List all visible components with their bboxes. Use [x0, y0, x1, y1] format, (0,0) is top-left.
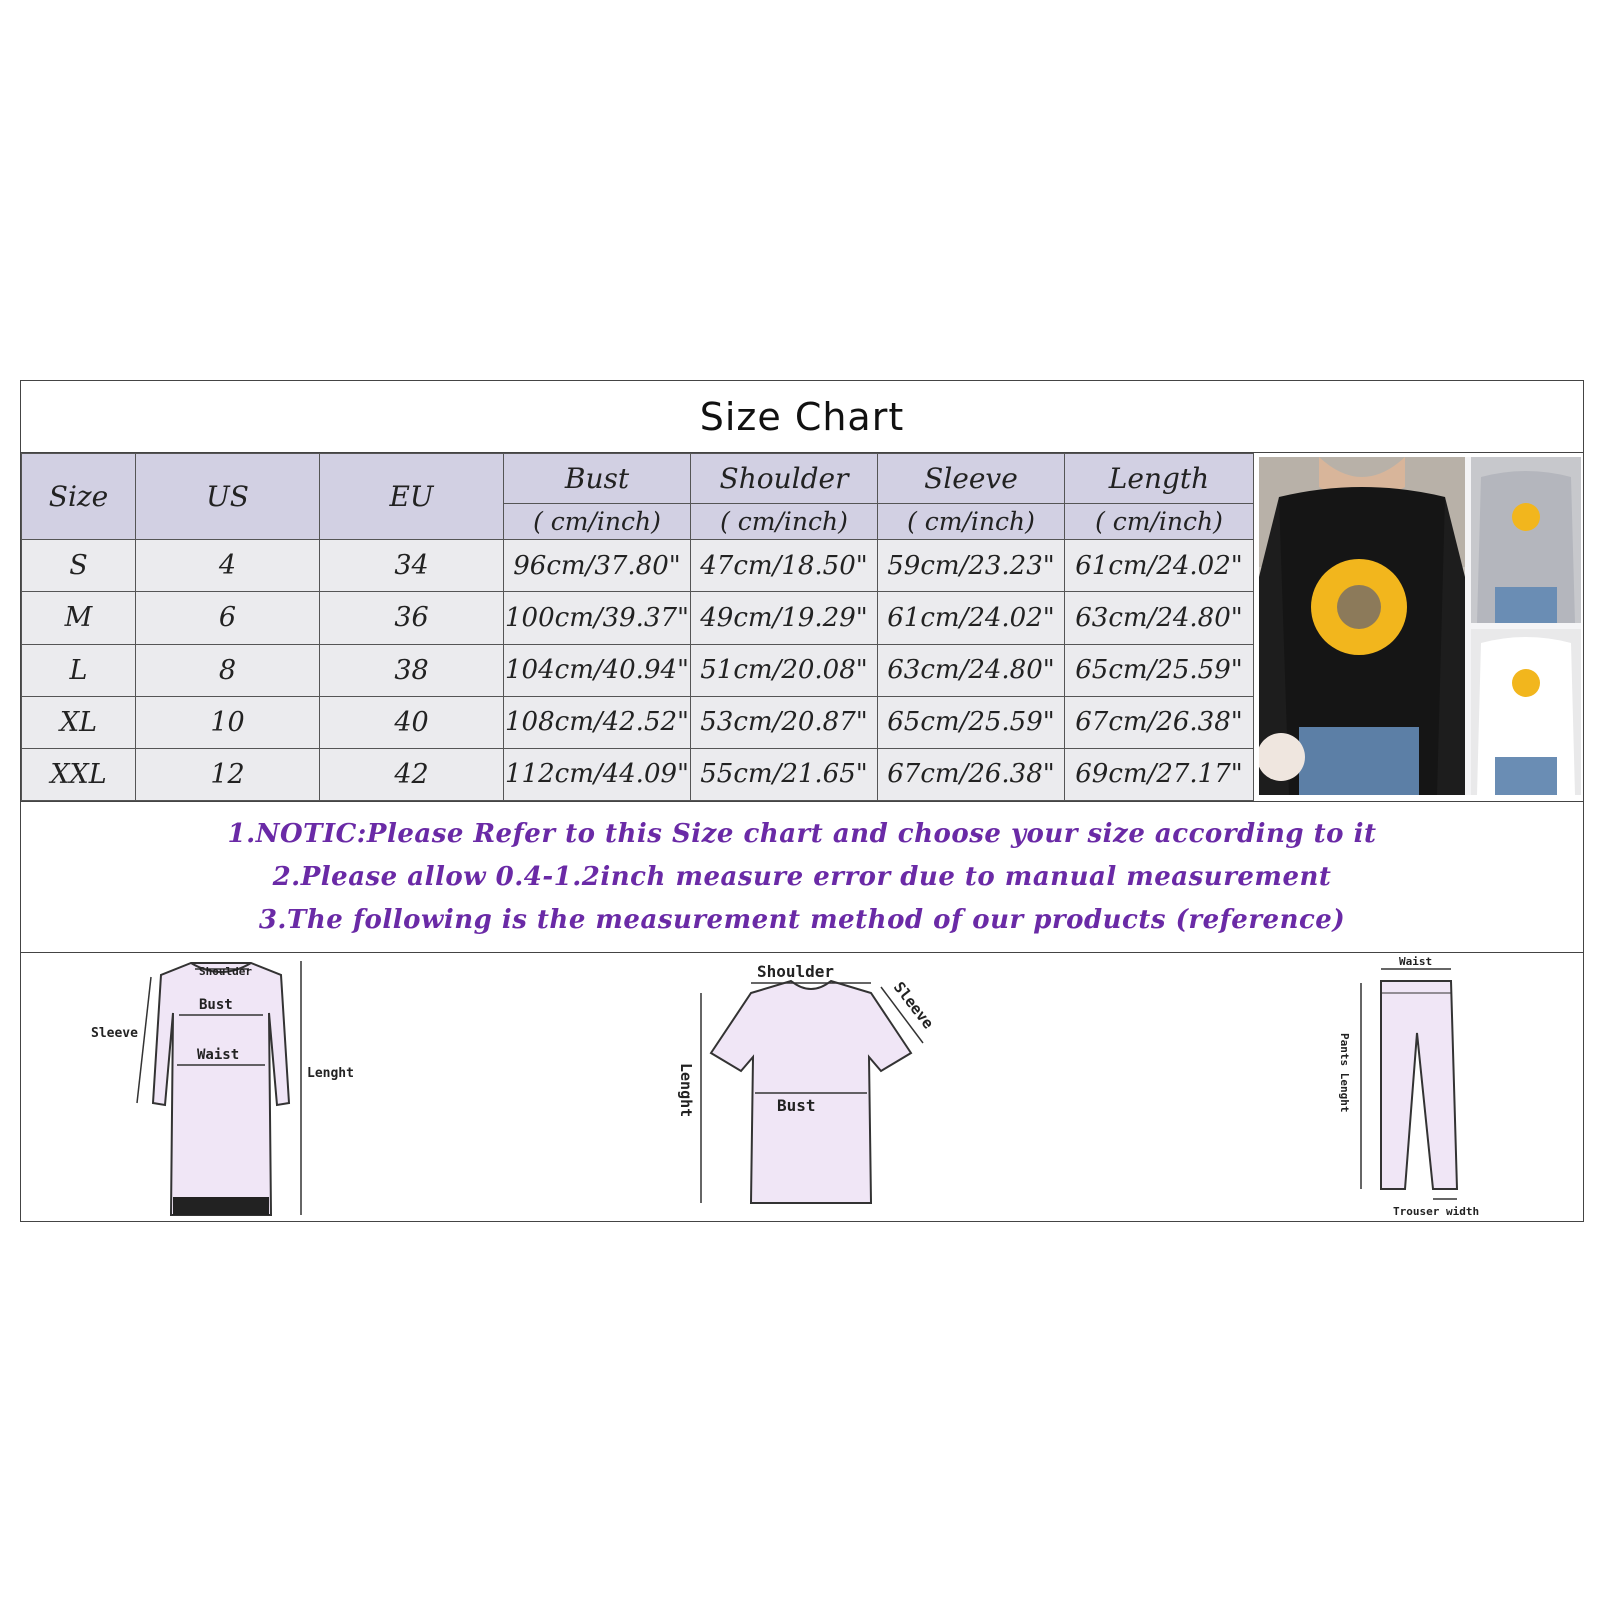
unit-bust: ( cm/inch) — [504, 504, 691, 540]
note-1: 1.NOTIC:Please Refer to this Size chart and choose your size according to it — [227, 818, 1377, 849]
tshirt-length-label: Lenght — [677, 1063, 695, 1118]
table-row — [22, 748, 1254, 800]
cell-shoulder: 49cm/19.29" — [691, 592, 878, 644]
cell-length: 67cm/26.38" — [1065, 696, 1254, 748]
cell-length: 65cm/25.59" — [1065, 644, 1254, 696]
cell-size: XXL — [22, 748, 136, 800]
table-row — [22, 644, 1254, 696]
cell-size: XL — [22, 696, 136, 748]
header-size: Size — [22, 454, 136, 540]
cell-us: 8 — [136, 644, 320, 696]
cell-eu: 40 — [320, 696, 504, 748]
tshirt-shoulder-label: Shoulder — [757, 962, 835, 981]
header-length: Length — [1065, 454, 1254, 504]
cell-length: 69cm/27.17" — [1065, 748, 1254, 800]
size-chart-sheet — [20, 380, 1584, 1222]
cell-bust: 108cm/42.52" — [504, 696, 691, 748]
cell-eu: 42 — [320, 748, 504, 800]
pants-length-label: Pants Lenght — [1338, 1033, 1351, 1113]
product-photo — [1259, 457, 1581, 795]
pants-width-label: Trouser width — [1393, 1205, 1480, 1218]
dress-waist-label: Waist — [197, 1047, 240, 1063]
cell-sleeve: 61cm/24.02" — [878, 592, 1065, 644]
cell-eu: 34 — [320, 540, 504, 592]
sunflower-graphic — [1311, 559, 1407, 655]
unit-sleeve: ( cm/inch) — [878, 504, 1065, 540]
cell-bust: 104cm/40.94" — [504, 644, 691, 696]
page-title: Size Chart — [21, 381, 1583, 453]
header-sleeve: Sleeve — [878, 454, 1065, 504]
measurement-diagrams — [21, 953, 1583, 1221]
cell-bust: 96cm/37.80" — [504, 540, 691, 592]
cell-bust: 112cm/44.09" — [504, 748, 691, 800]
header-bust: Bust — [504, 454, 691, 504]
tshirt-bust-label: Bust — [777, 1096, 816, 1115]
cell-bust: 100cm/39.37" — [504, 592, 691, 644]
cell-size: L — [22, 644, 136, 696]
size-rows — [22, 540, 1254, 801]
cell-length: 61cm/24.02" — [1065, 540, 1254, 592]
size-table — [21, 453, 1254, 801]
cell-shoulder: 51cm/20.08" — [691, 644, 878, 696]
table-row — [22, 592, 1254, 644]
header-eu: EU — [320, 454, 504, 540]
header-us: US — [136, 454, 320, 540]
dress-sleeve-label: Sleeve — [91, 1026, 138, 1041]
table-row — [22, 540, 1254, 592]
dress-bust-label: Bust — [199, 997, 233, 1013]
pants-diagram — [1321, 953, 1541, 1221]
cell-shoulder: 53cm/20.87" — [691, 696, 878, 748]
cell-size: M — [22, 592, 136, 644]
cell-sleeve: 67cm/26.38" — [878, 748, 1065, 800]
note-3: 3.The following is the measurement method of our products (reference) — [258, 904, 1346, 935]
cell-sleeve: 65cm/25.59" — [878, 696, 1065, 748]
cell-length: 63cm/24.80" — [1065, 592, 1254, 644]
cell-shoulder: 47cm/18.50" — [691, 540, 878, 592]
cell-us: 10 — [136, 696, 320, 748]
header-row — [22, 454, 1254, 504]
cell-size: S — [22, 540, 136, 592]
cell-shoulder: 55cm/21.65" — [691, 748, 878, 800]
cell-sleeve: 59cm/23.23" — [878, 540, 1065, 592]
cell-us: 6 — [136, 592, 320, 644]
unit-shoulder: ( cm/inch) — [691, 504, 878, 540]
cell-us: 4 — [136, 540, 320, 592]
tshirt-diagram — [661, 953, 961, 1221]
dress-diagram — [91, 953, 391, 1221]
cell-eu: 38 — [320, 644, 504, 696]
cell-us: 12 — [136, 748, 320, 800]
dress-length-label: Lenght — [307, 1066, 354, 1081]
dress-shoulder-label: Shoulder — [199, 965, 252, 978]
notes-section — [21, 801, 1583, 953]
note-2: 2.Please allow 0.4-1.2inch measure error due to manual measurement — [272, 861, 1332, 892]
tshirt-sleeve-label: Sleeve — [889, 978, 938, 1033]
cell-eu: 36 — [320, 592, 504, 644]
header-shoulder: Shoulder — [691, 454, 878, 504]
pants-waist-label: Waist — [1399, 955, 1433, 968]
cell-sleeve: 63cm/24.80" — [878, 644, 1065, 696]
unit-length: ( cm/inch) — [1065, 504, 1254, 540]
table-row — [22, 696, 1254, 748]
